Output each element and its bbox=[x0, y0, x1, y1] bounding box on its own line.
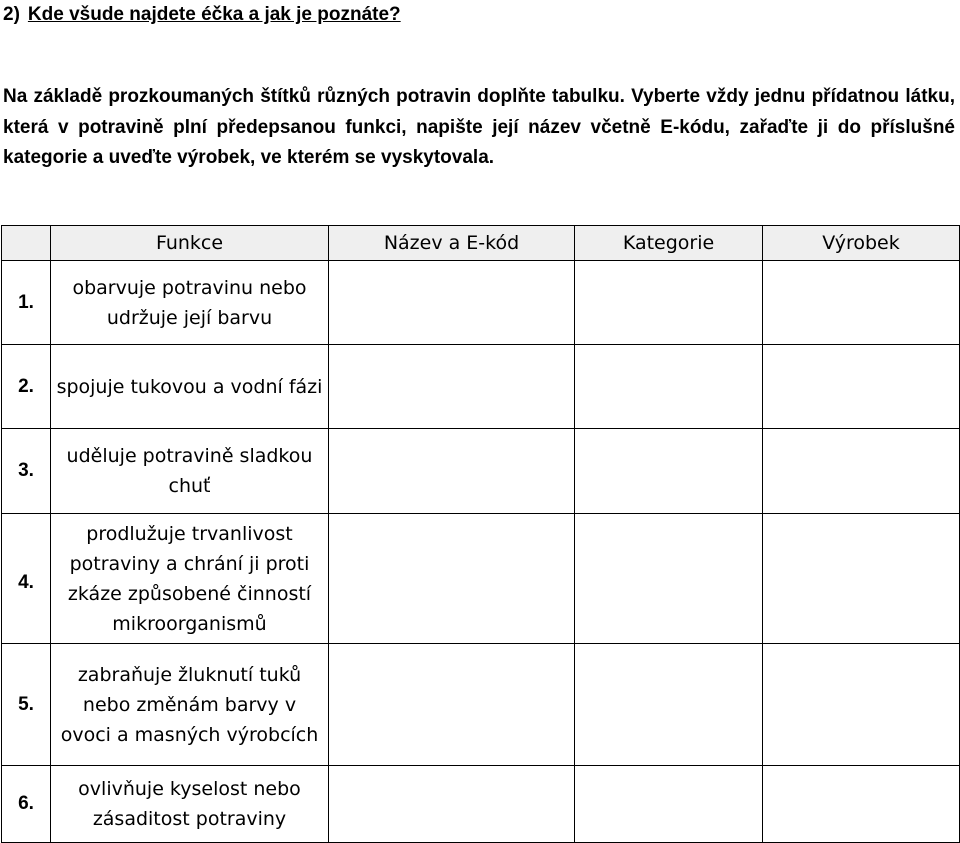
header-kategorie: Kategorie bbox=[575, 226, 763, 261]
header-funkce: Funkce bbox=[51, 226, 329, 261]
category-cell[interactable] bbox=[575, 261, 763, 345]
row-number: 2. bbox=[2, 345, 51, 429]
table-row bbox=[2, 514, 960, 644]
table-header-row bbox=[2, 226, 960, 261]
header-corner-cell bbox=[2, 226, 51, 261]
task-instructions: Na základě prozkoumaných štítků různých potravin doplňte tabulku. Vyberte vždy jednu přídatnou látku, která v potravině plní předepsanou funkci, napište její název včetně E-kódu, zařaďte ji do příslušné kategorie a uveďte výrobek, ve kterém se vyskytovala. bbox=[3, 86, 955, 168]
task-number: 2) bbox=[3, 4, 20, 25]
function-cell: prodlužuje trvanlivost potraviny a chrání ji proti zkáze způsobené činností mikroorganismů bbox=[51, 514, 329, 644]
row-number: 6. bbox=[2, 766, 51, 843]
table-row bbox=[2, 261, 960, 345]
name-ecode-cell[interactable] bbox=[329, 766, 575, 843]
name-ecode-cell[interactable] bbox=[329, 261, 575, 345]
row-number: 1. bbox=[2, 261, 51, 345]
table-row bbox=[2, 766, 960, 843]
function-cell: zabraňuje žluknutí tuků nebo změnám barvy v ovoci a masných výrobcích bbox=[51, 644, 329, 766]
product-cell[interactable] bbox=[763, 514, 960, 644]
name-ecode-cell[interactable] bbox=[329, 514, 575, 644]
product-cell[interactable] bbox=[763, 345, 960, 429]
function-cell: uděluje potravině sladkou chuť bbox=[51, 429, 329, 514]
row-number: 3. bbox=[2, 429, 51, 514]
task-heading bbox=[3, 3, 401, 27]
category-cell[interactable] bbox=[575, 766, 763, 843]
task-title: Kde všude najdete éčka a jak je poznáte? bbox=[27, 4, 401, 25]
header-vyrobek: Výrobek bbox=[763, 226, 960, 261]
name-ecode-cell[interactable] bbox=[329, 345, 575, 429]
table-row bbox=[2, 345, 960, 429]
product-cell[interactable] bbox=[763, 261, 960, 345]
category-cell[interactable] bbox=[575, 345, 763, 429]
table-row bbox=[2, 429, 960, 514]
additives-table bbox=[1, 225, 960, 843]
category-cell[interactable] bbox=[575, 514, 763, 644]
function-cell: spojuje tukovou a vodní fázi bbox=[51, 345, 329, 429]
row-number: 4. bbox=[2, 514, 51, 644]
name-ecode-cell[interactable] bbox=[329, 644, 575, 766]
function-cell: ovlivňuje kyselost nebo zásaditost potraviny bbox=[51, 766, 329, 843]
function-cell: obarvuje potravinu nebo udržuje její barvu bbox=[51, 261, 329, 345]
category-cell[interactable] bbox=[575, 644, 763, 766]
product-cell[interactable] bbox=[763, 644, 960, 766]
category-cell[interactable] bbox=[575, 429, 763, 514]
product-cell[interactable] bbox=[763, 429, 960, 514]
table-row bbox=[2, 644, 960, 766]
name-ecode-cell[interactable] bbox=[329, 429, 575, 514]
header-nazev: Název a E-kód bbox=[329, 226, 575, 261]
row-number: 5. bbox=[2, 644, 51, 766]
product-cell[interactable] bbox=[763, 766, 960, 843]
